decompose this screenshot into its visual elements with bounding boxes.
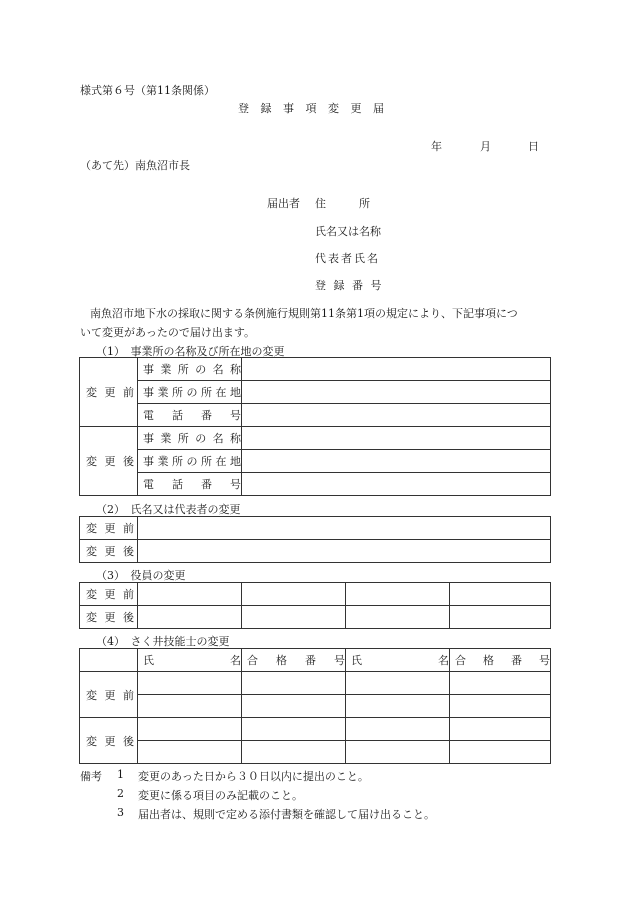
technician-before-field[interactable] xyxy=(450,695,551,718)
table-row xyxy=(80,718,551,741)
table-row xyxy=(80,583,551,606)
after-label: 変 更 後 xyxy=(80,606,138,629)
name-after-field[interactable] xyxy=(138,540,551,563)
table-row xyxy=(80,649,551,672)
table-row xyxy=(80,741,551,764)
technician-after-field[interactable] xyxy=(242,741,346,764)
note-number: 3 xyxy=(117,806,124,819)
technician-after-field[interactable] xyxy=(138,741,242,764)
before-label: 変 更 前 xyxy=(80,672,138,718)
phone-number-label: 電話番号 xyxy=(138,404,242,427)
applicant-label: 届出者 xyxy=(267,197,300,210)
notes-label: 備考 xyxy=(80,770,102,783)
technician-after-field[interactable] xyxy=(450,741,551,764)
table-row xyxy=(80,606,551,629)
technician-before-field[interactable] xyxy=(346,695,450,718)
technician-before-field[interactable] xyxy=(242,695,346,718)
body-text-line-1: 南魚沼市地下水の採取に関する条例施行規則第11条第1項の規定により、下記事項につ xyxy=(90,307,518,320)
section-4-heading: （4） さく井技能士の変更 xyxy=(96,635,230,648)
officer-after-field[interactable] xyxy=(450,606,551,629)
office-location-label: 事業所の所在地 xyxy=(138,450,242,473)
note-number: 1 xyxy=(117,768,124,781)
applicant-representative-label: 代表者氏名 xyxy=(315,252,380,265)
phone-number-label: 電話番号 xyxy=(138,473,242,496)
col-header-name: 氏 名 xyxy=(138,649,242,672)
technician-before-field[interactable] xyxy=(138,695,242,718)
name-change-table xyxy=(79,516,551,563)
technician-after-field[interactable] xyxy=(346,718,450,741)
phone-number-after-field[interactable] xyxy=(242,473,551,496)
officer-after-field[interactable] xyxy=(138,606,242,629)
officer-before-field[interactable] xyxy=(346,583,450,606)
officer-before-field[interactable] xyxy=(138,583,242,606)
office-location-before-field[interactable] xyxy=(242,381,551,404)
col-header-certificate-number: 合 格 番 号 xyxy=(242,649,346,672)
table-row xyxy=(80,540,551,563)
date-day-label: 日 xyxy=(528,140,539,153)
section-3-heading: （3） 役員の変更 xyxy=(96,569,186,582)
technician-after-field[interactable] xyxy=(346,741,450,764)
officer-before-field[interactable] xyxy=(450,583,551,606)
form-number: 様式第６号（第11条関係） xyxy=(80,84,215,97)
note-text: 変更に係る項目のみ記載のこと。 xyxy=(138,789,303,802)
office-name-label: 事業所の名称 xyxy=(138,358,242,381)
office-name-after-field[interactable] xyxy=(242,427,551,450)
table-row xyxy=(80,672,551,695)
office-location-after-field[interactable] xyxy=(242,450,551,473)
page-title: 登 録 事 項 変 更 届 xyxy=(238,102,385,115)
before-label: 変 更 前 xyxy=(80,583,138,606)
col-header-certificate-number: 合 格 番 号 xyxy=(450,649,551,672)
office-location-label: 事業所の所在地 xyxy=(138,381,242,404)
office-name-before-field[interactable] xyxy=(242,358,551,381)
before-label: 変 更 前 xyxy=(80,517,138,540)
technician-after-field[interactable] xyxy=(450,718,551,741)
addressee: （あて先）南魚沼市長 xyxy=(80,159,190,172)
technician-before-field[interactable] xyxy=(450,672,551,695)
technician-after-field[interactable] xyxy=(242,718,346,741)
after-label: 変 更 後 xyxy=(80,427,138,496)
name-before-field[interactable] xyxy=(138,517,551,540)
corner-cell xyxy=(80,649,138,672)
applicant-registration-number-label: 登 録 番 号 xyxy=(315,279,384,292)
section-2-heading: （2） 氏名又は代表者の変更 xyxy=(96,503,241,516)
note-text: 変更のあった日から３０日以内に提出のこと。 xyxy=(138,770,369,783)
col-header-name: 氏 名 xyxy=(346,649,450,672)
after-label: 変 更 後 xyxy=(80,718,138,764)
section-1-heading: （1） 事業所の名称及び所在地の変更 xyxy=(96,345,285,358)
office-name-label: 事業所の名称 xyxy=(138,427,242,450)
table-row xyxy=(80,473,551,496)
date-year-label: 年 xyxy=(431,140,442,153)
applicant-name-label: 氏名又は名称 xyxy=(315,225,381,238)
officer-before-field[interactable] xyxy=(242,583,346,606)
office-change-table xyxy=(79,357,551,496)
body-text-line-2: いて変更があったので届け出ます。 xyxy=(80,326,256,339)
table-row xyxy=(80,427,551,450)
technician-before-field[interactable] xyxy=(346,672,450,695)
table-row xyxy=(80,358,551,381)
after-label: 変 更 後 xyxy=(80,540,138,563)
phone-number-before-field[interactable] xyxy=(242,404,551,427)
before-label: 変 更 前 xyxy=(80,358,138,427)
date-month-label: 月 xyxy=(480,140,491,153)
note-text: 届出者は、規則で定める添付書類を確認して届け出ること。 xyxy=(138,808,435,821)
officer-after-field[interactable] xyxy=(346,606,450,629)
table-row xyxy=(80,517,551,540)
officer-after-field[interactable] xyxy=(242,606,346,629)
note-number: 2 xyxy=(117,787,124,800)
technician-after-field[interactable] xyxy=(138,718,242,741)
technician-before-field[interactable] xyxy=(242,672,346,695)
well-technician-change-table xyxy=(79,648,551,764)
technician-before-field[interactable] xyxy=(138,672,242,695)
table-row xyxy=(80,381,551,404)
table-row xyxy=(80,404,551,427)
officer-change-table xyxy=(79,582,551,629)
table-row xyxy=(80,695,551,718)
applicant-address-label: 住 所 xyxy=(315,197,370,210)
table-row xyxy=(80,450,551,473)
